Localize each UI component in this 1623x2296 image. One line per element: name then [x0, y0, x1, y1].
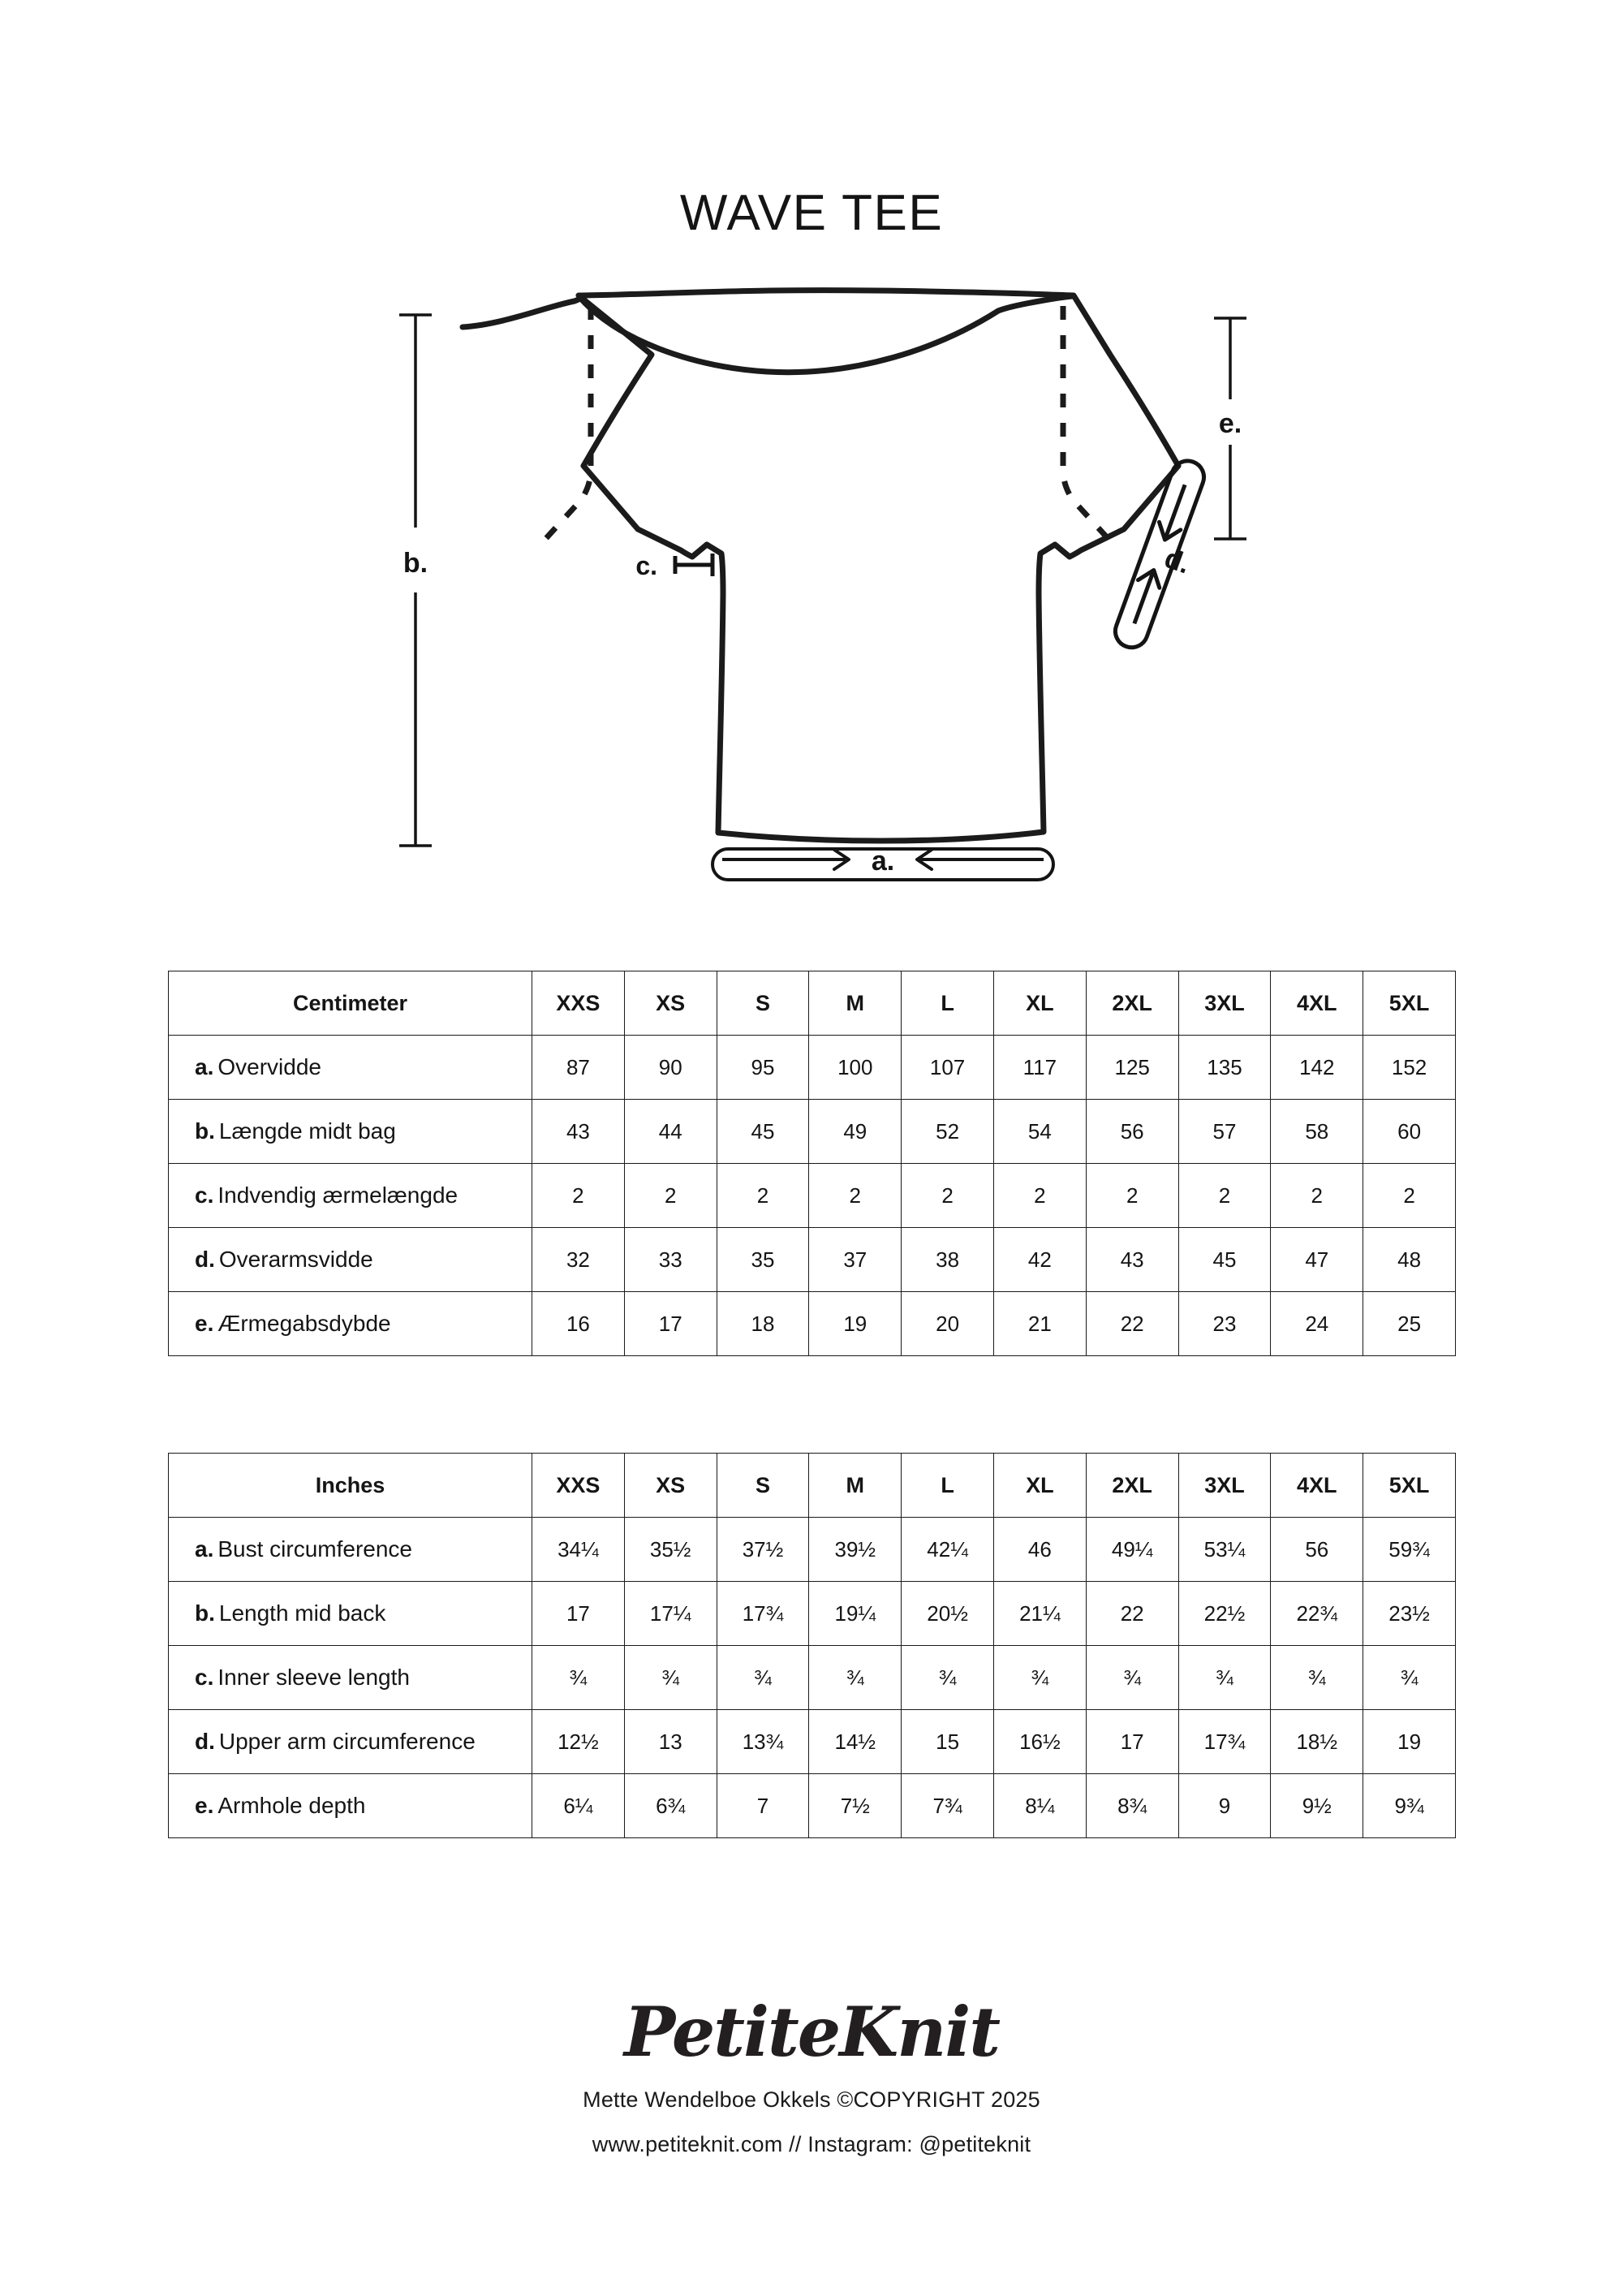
cell: ¾ [809, 1646, 902, 1710]
cell: 32 [532, 1228, 625, 1292]
unit-header: Centimeter [169, 971, 532, 1036]
cell: 22 [1086, 1292, 1178, 1356]
cell: 43 [532, 1100, 625, 1164]
row-label-text: Armhole depth [217, 1793, 366, 1818]
size-header: XXS [532, 1454, 625, 1518]
cell: ¾ [1086, 1646, 1178, 1710]
size-header: M [809, 1454, 902, 1518]
cell: 21 [993, 1292, 1086, 1356]
row-letter: e. [195, 1311, 214, 1336]
cell: 2 [1271, 1164, 1363, 1228]
table-row [169, 1710, 1456, 1774]
cell: ¾ [1363, 1646, 1456, 1710]
cell: 2 [717, 1164, 809, 1228]
schematic-label-a: a. [871, 846, 895, 877]
cell: 9¾ [1363, 1774, 1456, 1838]
tee-outline [463, 297, 584, 327]
row-letter: b. [195, 1118, 215, 1144]
cell: 43 [1086, 1228, 1178, 1292]
cell: 107 [902, 1036, 994, 1100]
size-header: XS [624, 971, 717, 1036]
cell: 22¾ [1271, 1582, 1363, 1646]
cell: 25 [1363, 1292, 1456, 1356]
size-header: 3XL [1178, 1454, 1271, 1518]
cell: 48 [1363, 1228, 1456, 1292]
cell: 17 [624, 1292, 717, 1356]
size-header: L [902, 971, 994, 1036]
row-label [169, 1100, 532, 1164]
cell: 58 [1271, 1100, 1363, 1164]
row-letter: b. [195, 1600, 215, 1626]
table-row [169, 1582, 1456, 1646]
table-row [169, 1164, 1456, 1228]
cell: 7¾ [902, 1774, 994, 1838]
table-row [169, 1774, 1456, 1838]
cell: 35 [717, 1228, 809, 1292]
size-header: 3XL [1178, 971, 1271, 1036]
measurements-table-inches [168, 1453, 1456, 1838]
row-label [169, 1292, 532, 1356]
size-header: XXS [532, 971, 625, 1036]
cell: 142 [1271, 1036, 1363, 1100]
brand-logo: PetiteKnit [623, 1992, 1000, 2072]
size-header: 4XL [1271, 971, 1363, 1036]
cell: ¾ [993, 1646, 1086, 1710]
row-label-text: Indvendig ærmelængde [217, 1182, 458, 1208]
row-label [169, 1036, 532, 1100]
page-title: WAVE TEE [679, 184, 944, 241]
cell: 19 [809, 1292, 902, 1356]
row-letter: d. [195, 1729, 215, 1754]
cell: 95 [717, 1036, 809, 1100]
cell: 19 [1363, 1710, 1456, 1774]
garment-schematic [349, 268, 1282, 885]
cell: 8¾ [1086, 1774, 1178, 1838]
cell: 56 [1271, 1518, 1363, 1582]
tee-body-path [579, 291, 1178, 841]
cell: 23 [1178, 1292, 1271, 1356]
row-label [169, 1646, 532, 1710]
cell: 17¼ [624, 1582, 717, 1646]
row-label-text: Ærmegabsdybde [217, 1311, 391, 1336]
copyright-line: Mette Wendelboe Okkels ©COPYRIGHT 2025 [583, 2087, 1040, 2113]
cell: 125 [1086, 1036, 1178, 1100]
cell: 2 [624, 1164, 717, 1228]
cell: 49¼ [1086, 1518, 1178, 1582]
cell: 59¾ [1363, 1518, 1456, 1582]
cell: 17¾ [1178, 1710, 1271, 1774]
cell: 14½ [809, 1710, 902, 1774]
schematic-label-c: c. [635, 551, 657, 580]
cell: 49 [809, 1100, 902, 1164]
measure-line-b [399, 315, 432, 846]
size-header: 5XL [1363, 971, 1456, 1036]
cell: 34¼ [532, 1518, 625, 1582]
cell: ¾ [1271, 1646, 1363, 1710]
size-header: 2XL [1086, 1454, 1178, 1518]
table-row [169, 1100, 1456, 1164]
cell: 12½ [532, 1710, 625, 1774]
cell: 100 [809, 1036, 902, 1100]
cell: 2 [1086, 1164, 1178, 1228]
cell: 2 [1363, 1164, 1456, 1228]
cell: 38 [902, 1228, 994, 1292]
seam-dashed-left [539, 306, 591, 546]
cell: 33 [624, 1228, 717, 1292]
row-letter: c. [195, 1182, 214, 1208]
schematic-label-d: d. [1160, 542, 1195, 580]
cell: 18 [717, 1292, 809, 1356]
cell: 17 [1086, 1710, 1178, 1774]
row-label-text: Overarmsvidde [218, 1247, 373, 1272]
row-label [169, 1710, 532, 1774]
cell: 9½ [1271, 1774, 1363, 1838]
row-label [169, 1228, 532, 1292]
cell: 46 [993, 1518, 1086, 1582]
cell: 18½ [1271, 1710, 1363, 1774]
size-header: XL [993, 971, 1086, 1036]
cell: 42 [993, 1228, 1086, 1292]
cell: 60 [1363, 1100, 1456, 1164]
seam-dashed-right [1063, 306, 1115, 546]
schematic-label-e: e. [1218, 408, 1242, 439]
cell: 17¾ [717, 1582, 809, 1646]
cell: 9 [1178, 1774, 1271, 1838]
row-letter: a. [195, 1536, 214, 1562]
size-header: 2XL [1086, 971, 1178, 1036]
website-line: www.petiteknit.com // Instagram: @petiteknit [592, 2132, 1031, 2157]
table-row [169, 1036, 1456, 1100]
row-letter: e. [195, 1793, 214, 1818]
row-label [169, 1164, 532, 1228]
cell: 23½ [1363, 1582, 1456, 1646]
size-header: S [717, 971, 809, 1036]
row-letter: d. [195, 1247, 215, 1272]
cell: 17 [532, 1582, 625, 1646]
row-label-text: Inner sleeve length [217, 1665, 410, 1690]
cell: 19¼ [809, 1582, 902, 1646]
measurements-table-centimeter [168, 971, 1456, 1356]
cell: 53¼ [1178, 1518, 1271, 1582]
size-header: L [902, 1454, 994, 1518]
row-label-text: Længde midt bag [218, 1118, 396, 1144]
cell: ¾ [717, 1646, 809, 1710]
cell: 7 [717, 1774, 809, 1838]
cell: 90 [624, 1036, 717, 1100]
cell: 52 [902, 1100, 994, 1164]
cell: 13¾ [717, 1710, 809, 1774]
cell: 56 [1086, 1100, 1178, 1164]
cell: 13 [624, 1710, 717, 1774]
size-header: 4XL [1271, 1454, 1363, 1518]
cell: 8¼ [993, 1774, 1086, 1838]
cell: 37½ [717, 1518, 809, 1582]
cell: 37 [809, 1228, 902, 1292]
cell: ¾ [1178, 1646, 1271, 1710]
table-row [169, 1228, 1456, 1292]
row-label [169, 1774, 532, 1838]
tee-neckline [580, 296, 1072, 373]
cell: 44 [624, 1100, 717, 1164]
cell: 6¼ [532, 1774, 625, 1838]
table-row [169, 1518, 1456, 1582]
cell: 7½ [809, 1774, 902, 1838]
cell: 45 [717, 1100, 809, 1164]
cell: 2 [993, 1164, 1086, 1228]
row-letter: c. [195, 1665, 214, 1690]
cell: 15 [902, 1710, 994, 1774]
row-letter: a. [195, 1054, 214, 1079]
cell: 2 [809, 1164, 902, 1228]
cell: 2 [1178, 1164, 1271, 1228]
cell: 22 [1086, 1582, 1178, 1646]
table-row [169, 1646, 1456, 1710]
cell: 20½ [902, 1582, 994, 1646]
row-label-text: Length mid back [218, 1600, 386, 1626]
cell: ¾ [624, 1646, 717, 1710]
cell: ¾ [902, 1646, 994, 1710]
table-header-row [169, 1454, 1456, 1518]
row-label-text: Bust circumference [217, 1536, 412, 1562]
cell: 22½ [1178, 1582, 1271, 1646]
cell: ¾ [532, 1646, 625, 1710]
cell: 16 [532, 1292, 625, 1356]
cell: 47 [1271, 1228, 1363, 1292]
size-header: S [717, 1454, 809, 1518]
cell: 2 [532, 1164, 625, 1228]
cell: 87 [532, 1036, 625, 1100]
cell: 42¼ [902, 1518, 994, 1582]
cell: 21¼ [993, 1582, 1086, 1646]
cell: 135 [1178, 1036, 1271, 1100]
size-header: 5XL [1363, 1454, 1456, 1518]
row-label-text: Upper arm circumference [218, 1729, 476, 1754]
cell: 20 [902, 1292, 994, 1356]
row-label [169, 1518, 532, 1582]
cell: 24 [1271, 1292, 1363, 1356]
size-header: XS [624, 1454, 717, 1518]
cell: 39½ [809, 1518, 902, 1582]
table-row [169, 1292, 1456, 1356]
cell: 54 [993, 1100, 1086, 1164]
unit-header: Inches [169, 1454, 532, 1518]
cell: 16½ [993, 1710, 1086, 1774]
row-label-text: Overvidde [217, 1054, 321, 1079]
cell: 45 [1178, 1228, 1271, 1292]
cell: 117 [993, 1036, 1086, 1100]
cell: 57 [1178, 1100, 1271, 1164]
table-header-row [169, 971, 1456, 1036]
size-header: M [809, 971, 902, 1036]
cell: 6¾ [624, 1774, 717, 1838]
cell: 2 [902, 1164, 994, 1228]
size-header: XL [993, 1454, 1086, 1518]
schematic-label-b: b. [403, 548, 428, 579]
page-footer [0, 1992, 1623, 2157]
row-label [169, 1582, 532, 1646]
cell: 35½ [624, 1518, 717, 1582]
cell: 152 [1363, 1036, 1456, 1100]
